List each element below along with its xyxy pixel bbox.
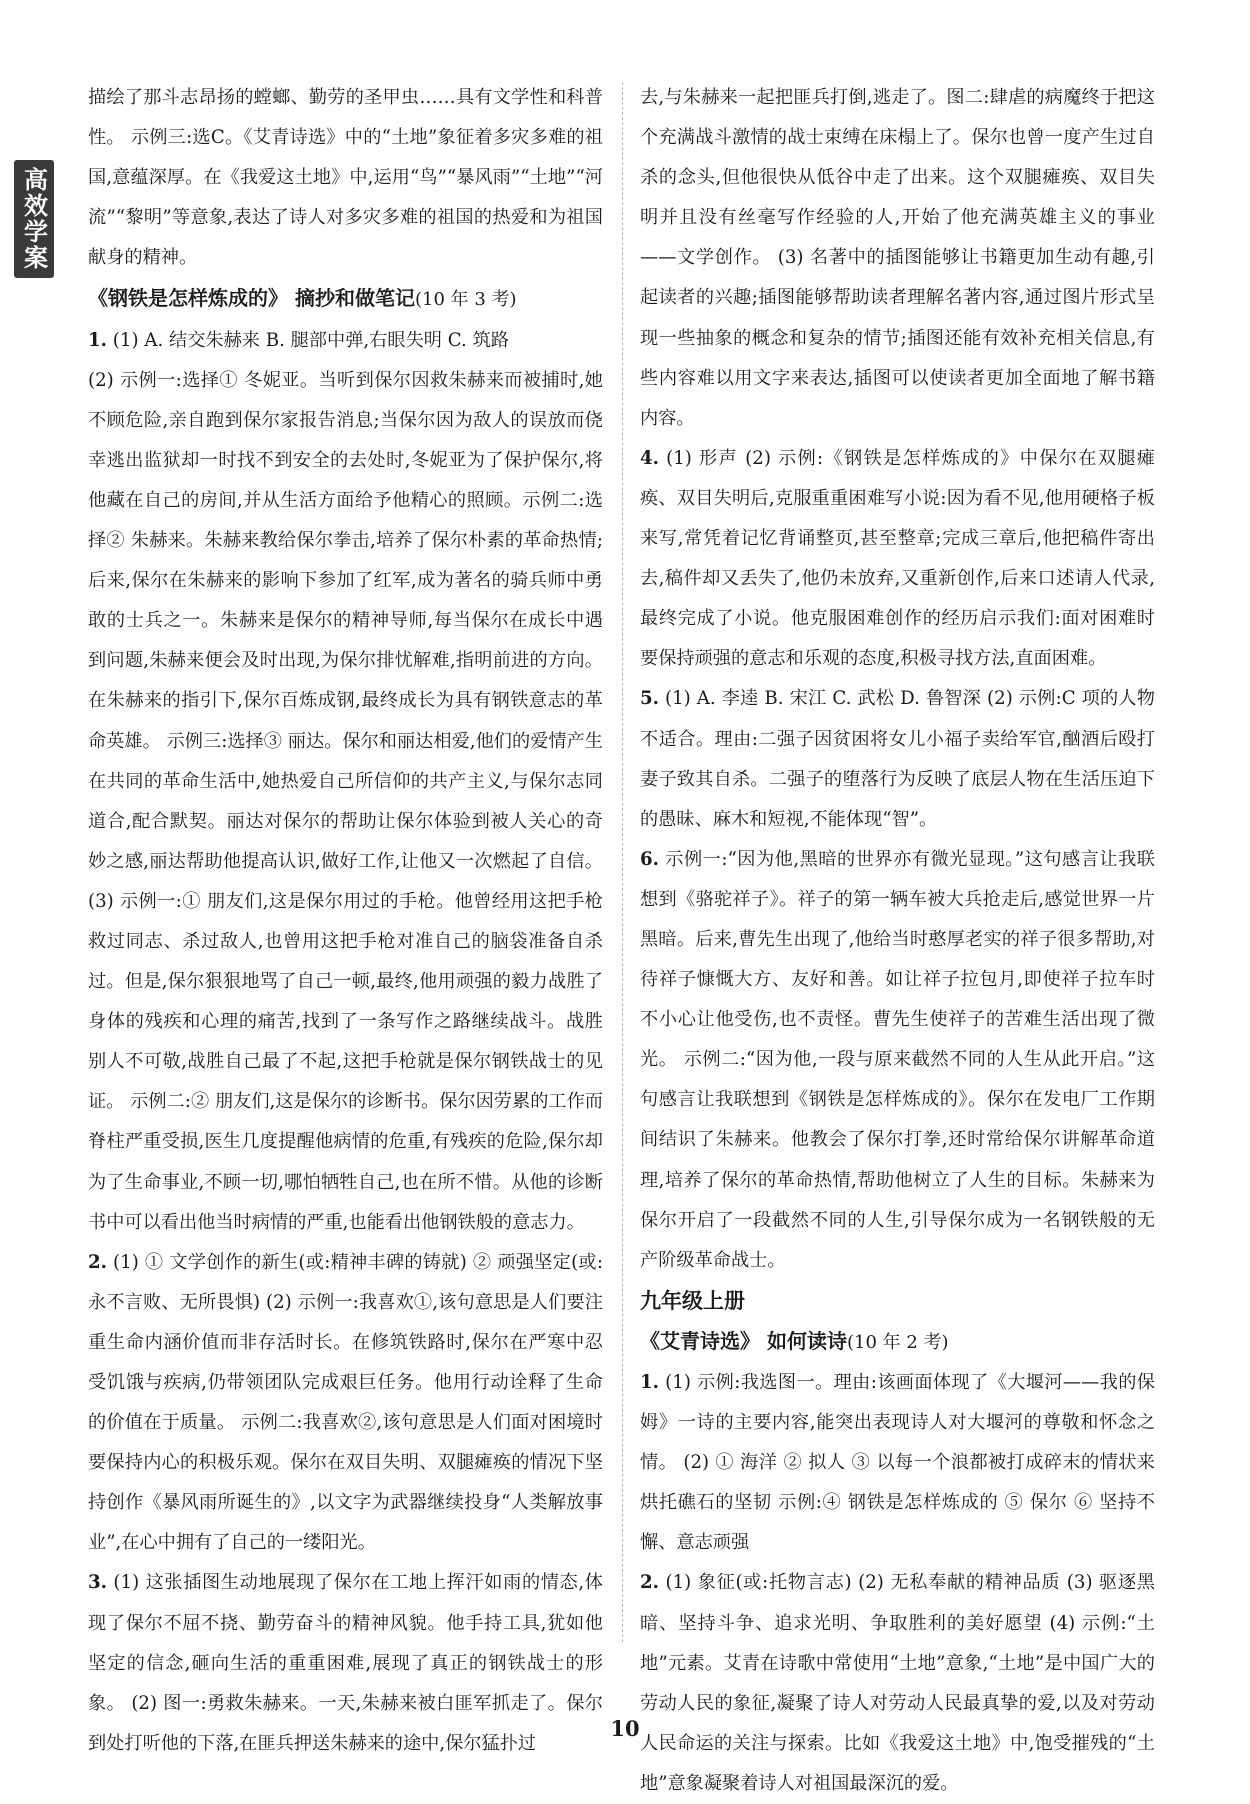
column-divider — [622, 82, 623, 1642]
section-heading — [88, 278, 603, 320]
paragraph: 去,与朱赫来一起把匪兵打倒,逃走了。图二:肆虐的病魔终于把这个充满战斗激情的战士束缚在床榻上了。保尔也曾一度产生过自杀的念头,但他很快从低谷中走了出来。这个双腿瘫痪、双目失明并且没有丝毫写作经验的人,开始了他充满英雄主义的事业——文学创作。 (3) 名著中的插图能够让书籍更加生动有趣,引起读者的兴趣;插图能够帮助读者理解名著内容,通过图片形式呈现一些抽象的概念和复杂的情节;插图还能有效补充相关信息,有些内容难以用文字来表达,插图可以使读者更加全面地了解书籍内容。 — [640, 87, 1155, 429]
left-column — [88, 78, 603, 1764]
question-number: 4. — [640, 447, 659, 469]
question-number: 6. — [640, 848, 659, 870]
answer-5 — [640, 679, 1155, 839]
question-number: 1. — [640, 1372, 659, 1393]
answer-4 — [640, 439, 1155, 680]
answer-text: (1) 形声 (2) 示例:《钢铁是怎样炼成的》中保尔在双腿瘫痪、双目失明后,克服重重困难写小说:因为看不见,他用硬格子板来写,常凭着记忆背诵整页,甚至整章;完成三章后,他把稿件寄出去,稿件却又丢失了,他仍未放弃,又重新创作,后来口述请人代录,最终完成了小说。他克服困难创作的经历启示我们:面对困难时要保持顽强的意志和乐观的态度,积极寻找方法,直面困难。 — [640, 447, 1155, 670]
answer-text: 示例一:“因为他,黑暗的世界亦有微光显现。”这句感言让我联想到《骆驼祥子》。祥子的第一辆车被大兵抢走后,感觉世界一片黑暗。后来,曹先生出现了,他给当时憨厚老实的祥子很多帮助,对待祥子慷慨大方、友好和善。如让祥子拉包月,即使祥子拉车时不小心让他受伤,也不责怪。曹先生使祥子的苦难生活出现了微光。 示例二:“因为他,一段与原来截然不同的人生从此开启。”这句感言让我联想到《钢铁是怎样炼成的》。保尔在发电厂工作期间结识了朱赫来。他教会了保尔打拳,还时常给保尔讲解革命道理,培养了保尔的革命热情,帮助他树立了人生的目标。朱赫来为保尔开启了一段截然不同的人生,引导保尔成为一名钢铁般的无产阶级革命战士。 — [640, 848, 1155, 1271]
answer-6 — [640, 840, 1155, 1281]
answer-text: (1) 这张插图生动地展现了保尔在工地上挥汗如雨的情态,体现了保尔不屈不挠、勤劳奋斗的精神风貌。他手持工具,犹如他坚定的信念,砸向生活的重重困难,展现了真正的钢铁战士的形象。 (2) 图一:勇救朱赫来。一天,朱赫来被白匪军抓走了。保尔到处打听他的下落,在匪兵押送朱赫来的途中,保尔猛扑过 — [88, 1572, 603, 1754]
answer-text: (1) 象征(或:托物言志) (2) 无私奉献的精神品质 (3) 驱逐黑暗、坚持斗争、追求光明、争取胜利的美好愿望 (4) 示例:“土地”元素。艾青在诗歌中常使用“土地”意象,“土地”是中国广大的劳动人民的象征,凝聚了诗人对劳动人民最真挚的爱,以及对劳动人民命运的关注与探索。比如《我爱这土地》中,饱受摧残的“土地”意象凝聚着诗人对祖国最深沉的爱。 — [640, 1572, 1155, 1794]
section-heading — [640, 1321, 1155, 1363]
answer-text: (1) ① 文学创作的新生(或:精神丰碑的铸就) ② 顽强坚定(或:永不言败、无所畏惧) (2) 示例一:我喜欢①,该句意思是人们要注重生命内涵价值而非存活时长。在修筑铁路时,保尔在严寒中忍受饥饿与疾病,仍带领团队完成艰巨任务。他用行动诠释了生命的价值在于质量。 示例二:我喜欢②,该句意思是人们面对困境时要保持内心的积极乐观。保尔在双目失明、双腿瘫痪的情况下坚持创作《暴风雨所诞生的》,以文字为武器继续投身“人类解放事业”,在心中拥有了自己的一缕阳光。 — [88, 1251, 603, 1554]
heading-meta: (10 年 3 考) — [414, 289, 517, 311]
answer-text: (2) 示例一:选择① 冬妮亚。当听到保尔因救朱赫来而被捕时,她不顾危险,亲自跑到保尔家报告消息;当保尔因为敌人的误放而侥幸逃出监狱却一时找不到安全的去处时,冬妮亚为了保护保尔,将他藏在自己的房间,并从生活方面给予他精心的照顾。示例二:选择② 朱赫来。朱赫来教给保尔拳击,培养了保尔朴素的革命热情;后来,保尔在朱赫来的影响下参加了红军,成为著名的骑兵师中勇敢的士兵之一。朱赫来是保尔的精神导师,每当保尔在成长中遇到问题,朱赫来便会及时出现,为保尔排忧解难,指明前进的方向。在朱赫来的指引下,保尔百炼成钢,最终成长为具有钢铁意志的革命英雄。 示例三:选择③ 丽达。保尔和丽达相爱,他们的爱情产生在共同的革命生活中,她热爱自己所信仰的共产主义,与保尔志同道合,配合默契。丽达对保尔的帮助让保尔体验到被人关心的奇妙之感,丽达帮助他提高认识,做好工作,让他又一次燃起了自信。 (3) 示例一:① 朋友们,这是保尔用过的手枪。他曾经用这把手枪救过同志、杀过敌人,也曾用这把手枪对准自己的脑袋准备自杀过。但是,保尔狠狠地骂了自己一顿,最终,他用顽强的毅力战胜了身体的残疾和心理的痛苦,找到了一条写作之路继续战斗。战胜别人不可敬,战胜自己最了不起,这把手枪就是保尔钢铁战士的见证。 示例二:② 朋友们,这是保尔的诊断书。保尔因劳累的工作而脊柱严重受损,医生几度提醒他病情的危重,有残疾的危险,保尔却为了生命事业,不顾一切,哪怕牺牲自己,也在所不惜。从他的诊断书中可以看出他当时病情的严重,也能看出他钢铁般的意志力。 — [88, 369, 603, 1233]
right-column — [640, 78, 1155, 1804]
answer-2 — [88, 1243, 603, 1564]
question-number: 2. — [88, 1251, 107, 1273]
question-number: 2. — [640, 1572, 659, 1594]
answer-r1 — [640, 1363, 1155, 1563]
answer-r2 — [640, 1563, 1155, 1804]
page-number: 10 — [610, 1716, 640, 1741]
question-number: 5. — [640, 688, 659, 710]
answer-text: (1) A. 结交朱赫来 B. 腿部中弹,右眼失明 C. 筑路 — [112, 329, 509, 351]
answer-1 — [88, 321, 603, 361]
heading-title: 《艾青诗选》 如何读诗 — [640, 1328, 847, 1353]
heading-title: 《钢铁是怎样炼成的》 摘抄和做笔记 — [88, 286, 415, 311]
heading-meta: (10 年 2 考) — [846, 1331, 949, 1353]
grade-heading: 九年级上册 — [640, 1288, 745, 1313]
paragraph: 描绘了那斗志昂扬的螳螂、勤劳的圣甲虫……具有文学性和科普性。 示例三:选C。《艾青诗选》中的“土地”象征着多灾多难的祖国,意蕴深厚。在《我爱这土地》中,运用“鸟”“暴风雨”“土地”“河流”“黎明”等意象,表达了诗人对多灾多难的祖国的热爱和为祖国献身的精神。 — [88, 87, 603, 269]
question-number: 1. — [88, 329, 107, 351]
answer-text: (1) 示例:我选图一。理由:该画面体现了《大堰河——我的保姆》一诗的主要内容,能突出表现诗人对大堰河的尊敬和怀念之情。 (2) ① 海洋 ② 拟人 ③ 以每一个浪都被打成碎末的情状来烘托礁石的坚韧 示例:④ 钢铁是怎样炼成的 ⑤ 保尔 ⑥ 坚持不懈、意志顽强 — [640, 1372, 1155, 1554]
answer-text: (1) A. 李逵 B. 宋江 C. 武松 D. 鲁智深 (2) 示例:C 项的人物不适合。理由:二强子因贫困将女儿小福子卖给军官,酗酒后殴打妻子致其自杀。二强子的堕落行为反映了底层人物在生活压迫下的愚昧、麻木和短视,不能体现“智”。 — [640, 688, 1155, 830]
side-tab-label: 高效学案 — [14, 160, 54, 278]
question-number: 3. — [88, 1572, 107, 1594]
